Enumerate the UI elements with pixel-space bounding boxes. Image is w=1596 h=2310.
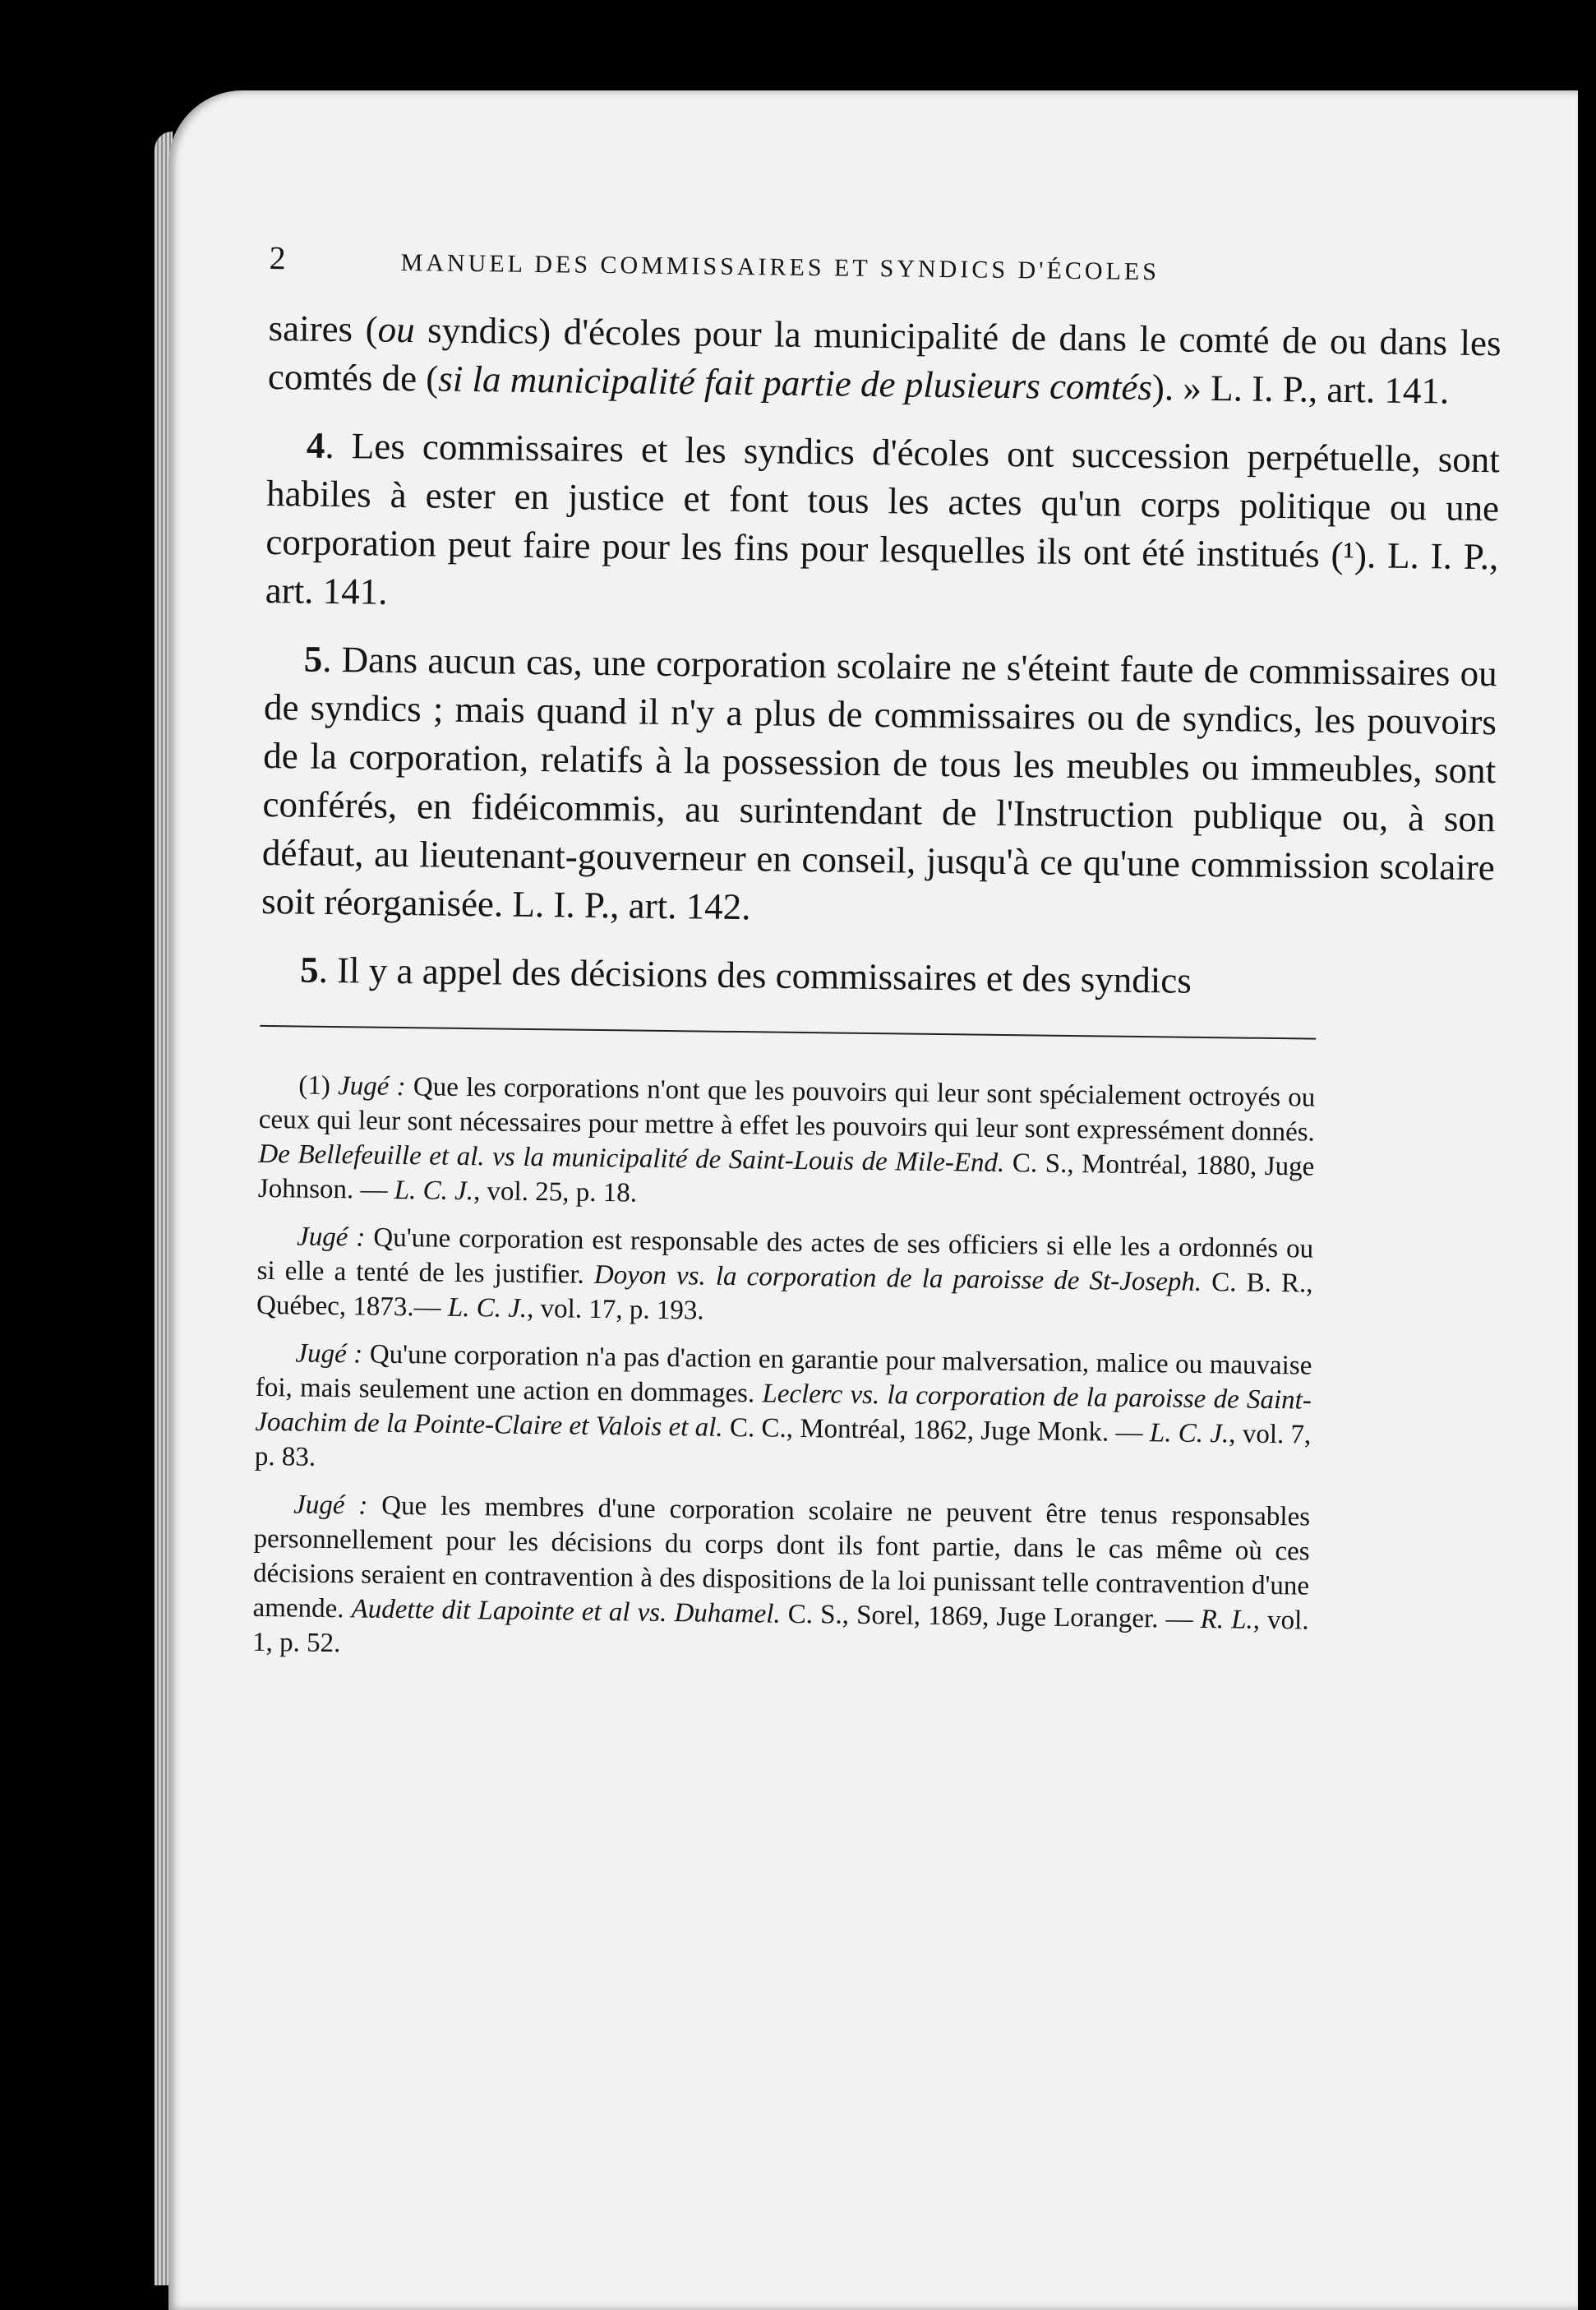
italic-run: ou [377,308,415,351]
footnotes [252,1068,1492,1675]
case-citation: De Bellefeuille et al. vs la municipalité de Saint-Louis de Mile-End. [258,1139,1005,1179]
italic-run: Jugé : [337,1071,406,1102]
text-run: , vol. 1, p. 52. [251,1605,1309,1659]
italic-run: Jugé : [296,1222,366,1253]
article-number: 4 [306,424,325,466]
case-citation: Audette dit Lapointe et al vs. Duhamel. [351,1594,781,1629]
case-citation: Doyon vs. la corporation de la paroisse de St-Joseph. [593,1259,1202,1297]
italic-run: Jugé : [295,1338,363,1370]
footnote-marker: (1) [298,1070,339,1102]
text-run: Que les membres d'une corporation scolaire ne peuvent être tenus responsables personnellement pour les décisions du corps dont ils font partie, dans le cas même où ces décisions seraient en contravention à des dispositions de la loi punissant telle contravention d'une amende. [252,1490,1311,1624]
text-run: C. C., Montréal, 1862, Juge Monk. — [722,1412,1151,1448]
article-number: 5 [303,638,323,680]
footnote [252,1487,1310,1673]
page-number: 2 [269,238,286,277]
paragraph-article-5 [261,635,1497,940]
paragraph-continued [268,304,1501,416]
italic-run: L. C. J. [394,1175,474,1207]
paragraph-article-4 [265,421,1500,630]
text-run: Que les corporations n'ont que les pouvoirs qui leur sont spécialement octroyés ou ceux qui leur sont nécessaires pour mettre à effet les pouvoirs qui leur sont expressément donnés. [258,1072,1316,1148]
text-run: C. S., Sorel, 1869, Juge Loranger. — [780,1599,1201,1634]
italic-run: L. C. J. [1149,1418,1229,1449]
footnote [255,1336,1312,1487]
italic-run: L. C. J. [447,1292,528,1324]
text-run: saires ( [268,307,378,350]
italic-run: R. L. [1200,1604,1254,1635]
text-run: Qu'une corporation n'a pas d'action en garantie pour malversation, malice ou mauvaise foi, mais seulement une action en dommages. [255,1339,1312,1409]
running-head: MANUEL DES COMMISSAIRES ET SYNDICS D'ÉCOLES [400,248,1160,286]
text-run: syndics) d'écoles pour la municipalité de dans le comté de ou dans les comtés de ( [267,309,1501,400]
text-run: Qu'une corporation est responsable des actes de ses officiers si elle les a ordonnés ou si elle a tenté de les justifier. [256,1222,1314,1290]
page-content [252,238,1502,1688]
paragraph-text: . Il y a appel des décisions des commissaires et des syndics [318,949,1192,1001]
text-run: ). » L. I. P., art. 141. [1151,367,1450,412]
paragraph-text: . Les commissaires et les syndics d'écoles ont succession perpétuelle, sont habiles à ester en justice et font tous les actes qu'un corps politique ou une corporation peut faire pour les fins pour lesquelles ils ont été institués (¹). L. I. P., art. 141. [265,424,1501,612]
italic-run: Jugé : [293,1490,368,1521]
footnote [256,1219,1313,1336]
body-text [261,304,1501,1009]
article-number: 5 [299,949,319,991]
case-citation: Leclerc vs. la corporation de la paroisse de Saint-Joachim de la Pointe-Claire et Valois et al. [255,1379,1312,1443]
text-run: C. B. R., Québec, 1873.— [256,1267,1313,1323]
text-run: , vol. 25, p. 18. [473,1176,638,1208]
text-run: C. S., Montréal, 1880, Juge Johnson. — [257,1148,1315,1205]
footnote [258,1068,1316,1219]
text-run: , vol. 7, p. 83. [254,1419,1312,1472]
paragraph-text: . Dans aucun cas, une corporation scolaire ne s'éteint faute de commissaires ou de syndics ; mais quand il n'y a plus de commissaires ou de syndics, les pouvoirs de la corporation, relatifs à la possession de tous les meubles ou immeubles, sont conférés, en fidéicommis, au surintendant de l'Instruction publique ou, à son défaut, au lieutenant-gouverneur en conseil, jusqu'à ce qu'une commission scolaire soit réorganisée. L. I. P., art. 142. [261,638,1497,928]
footnote-divider [260,1025,1316,1040]
text-run: , vol. 17, p. 193. [526,1293,704,1326]
paragraph-article-5b [261,945,1494,1009]
italic-run: si la municipalité fait partie de plusieurs comtés [438,358,1153,409]
